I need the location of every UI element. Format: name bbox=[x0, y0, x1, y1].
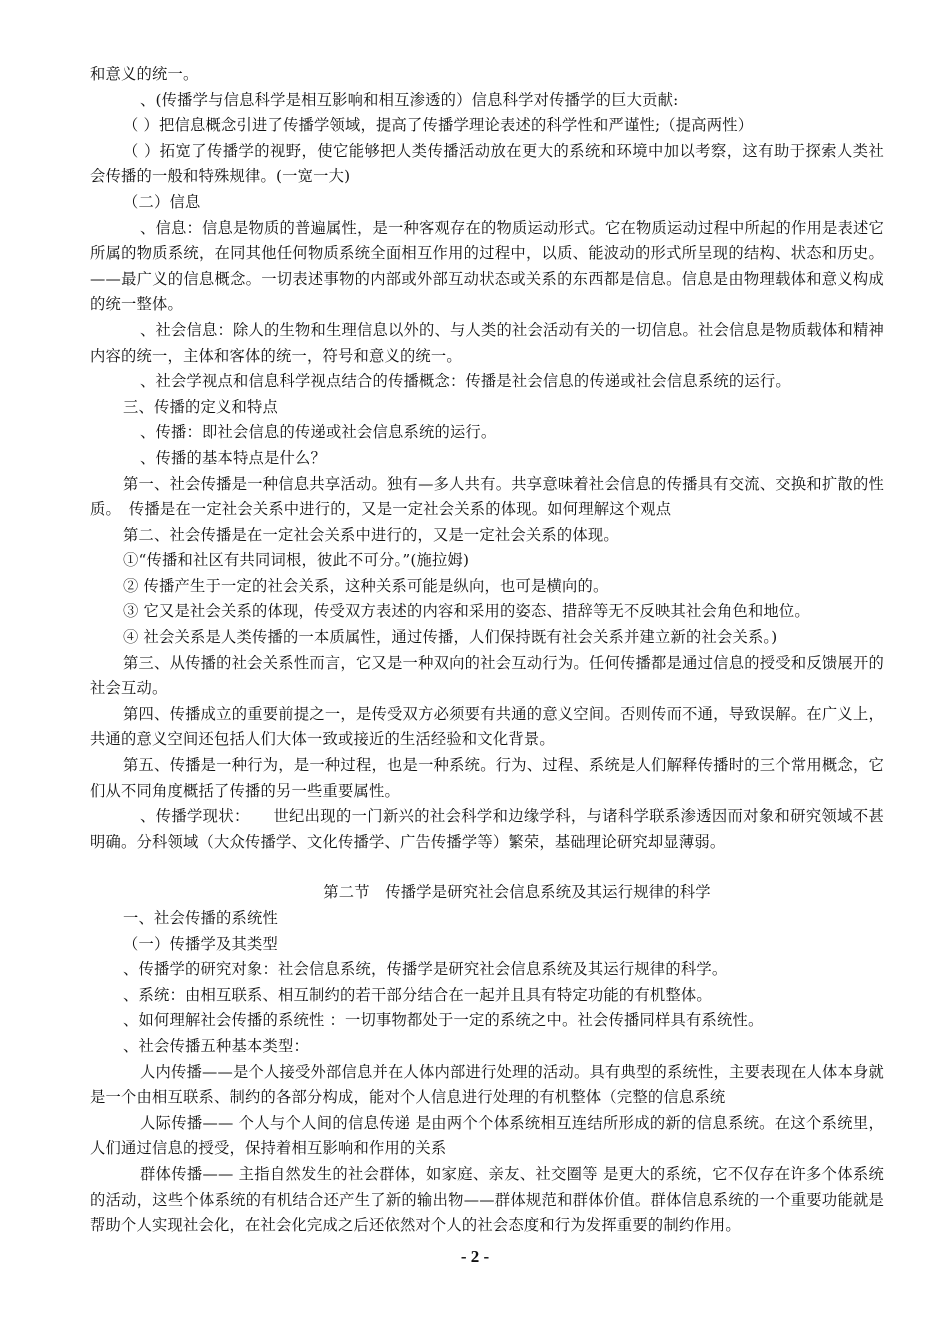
section-gap bbox=[90, 855, 884, 880]
text-paragraph: 第一、社会传播是一种信息共享活动。独有—多人共有。共享意味着社会信息的传播具有交流、交换和扩散的性质。 传播是在一定社会关系中进行的，又是一定社会关系的体现。如何理解这个观点 bbox=[90, 474, 884, 519]
text-line: 、如何理解社会传播的系统性 ：一切事物都处于一定的系统之中。社会传播同样具有系统性。 bbox=[123, 1011, 764, 1030]
text-line: 、系统：由相互联系、相互制约的若干部分结合在一起并且具有特定功能的有机整体。 bbox=[123, 985, 712, 1004]
text-line: 、社会学视点和信息科学视点结合的传播概念：传播是社会信息的传递或社会信息系统的运行。 bbox=[140, 372, 791, 391]
text-paragraph: 群体传播—— 主指自然发生的社会群体，如家庭、亲友、社交圈等 是更大的系统，它不仅存在许多个体系统的活动，这些个体系统的有机结合还产生了新的输出物——群体规范和群体价值。群体信息系统的一个重要功能就是帮助个人实现社会化，在社会化完成之后还依然对个人的社会态度和行为发挥重要的制约作用。 bbox=[90, 1164, 884, 1235]
text-line: （ ）拓宽了传播学的视野，使它能够把人类传播活动放在更大的系统和环境中加以考察，这有助于探索人类社会传播的一般和特殊规律。(一宽一大) bbox=[90, 141, 884, 186]
subheading: （二）信息 bbox=[123, 192, 201, 211]
subheading: （一）传播学及其类型 bbox=[123, 934, 278, 953]
text-line: 、传播的基本特点是什么？ bbox=[140, 448, 326, 467]
text-line: 、(传播学与信息科学是相互影响和相互渗透的）信息科学对传播学的巨大贡献: bbox=[140, 90, 679, 109]
page-number: - 2 - bbox=[460, 1247, 490, 1266]
section-title: 第二节 传播学是研究社会信息系统及其运行规律的科学 bbox=[323, 883, 711, 902]
text-paragraph: 第四、传播成立的重要前提之一，是传受双方必须要有共通的意义空间。否则传而不通，导致误解。在广义上，共通的意义空间还包括人们大体一致或接近的生活经验和文化背景。 bbox=[90, 704, 884, 749]
subheading: 三、传播的定义和特点 bbox=[123, 397, 278, 416]
text-line: 和意义的统一。 bbox=[90, 65, 199, 83]
text-line: 第二、社会传播是在一定社会关系中进行的，又是一定社会关系的体现。 bbox=[123, 525, 619, 544]
text-paragraph: 、社会信息：除人的生物和生理信息以外的、与人类的社会活动有关的一切信息。社会信息是物质载体和精神内容的统一，主体和客体的统一，符号和意义的统一。 bbox=[90, 320, 884, 365]
text-line: （ ）把信息概念引进了传播学领域，提高了传播学理论表述的科学性和严谨性;（提高两性） bbox=[123, 116, 754, 135]
text-line: 、传播：即社会信息的传递或社会信息系统的运行。 bbox=[140, 423, 497, 442]
text-paragraph: 人际传播—— 个人与个人间的信息传递 是由两个个体系统相互连结所形成的新的信息系统。在这个系统里，人们通过信息的授受，保持着相互影响和作用的关系 bbox=[90, 1113, 884, 1158]
text-line: 、传播学的研究对象：社会信息系统，传播学是研究社会信息系统及其运行规律的科学。 bbox=[123, 960, 728, 979]
list-item: ③ 它又是社会关系的体现，传受双方表述的内容和采用的姿态、措辞等无不反映其社会角色和地位。 bbox=[123, 602, 810, 621]
text-paragraph: 人内传播——是个人接受外部信息并在人体内部进行处理的活动。具有典型的系统性，主要表现在人体本身就是一个由相互联系、制约的各部分构成，能对个人信息进行处理的有机整体（完整的信息系统 bbox=[90, 1062, 884, 1107]
list-item: ①“传播和社区有共同词根，彼此不可分。”(施拉姆) bbox=[123, 551, 470, 570]
list-item: ④ 社会关系是人类传播的一本质属性，通过传播，人们保持既有社会关系并建立新的社会关系。) bbox=[123, 628, 778, 647]
text-paragraph: 、信息：信息是物质的普遍属性，是一种客观存在的物质运动形式。它在物质运动过程中所起的作用是表述它所属的物质系统，在同其他任何物质系统全面相互作用的过程中，以质、能波动的形式所呈现的结构、状态和历史。——最广义的信息概念。一切表述事物的内部或外部互动状态或关系的东西都是信息。信息是由物理载体和意义构成的统一整体。 bbox=[90, 218, 884, 314]
text-paragraph: 第三、从传播的社会关系性而言，它又是一种双向的社会互动行为。任何传播都是通过信息的授受和反馈展开的社会互动。 bbox=[90, 653, 884, 698]
subheading: 一、社会传播的系统性 bbox=[123, 909, 278, 927]
text-line: 、社会传播五种基本类型： bbox=[123, 1036, 309, 1055]
text-paragraph: 、传播学现状： 世纪出现的一门新兴的社会科学和边缘学科，与诸科学联系渗透因而对象和研究领域不甚明确。分科领域（大众传播学、文化传播学、广告传播学等）繁荣，基础理论研究却显薄弱。 bbox=[90, 807, 884, 851]
text-paragraph: 第五、传播是一种行为，是一种过程，也是一种系统。行为、过程、系统是人们解释传播时的三个常用概念，它们从不同角度概括了传播的另一些重要属性。 bbox=[90, 756, 884, 800]
list-item: ② 传播产生于一定的社会关系，这种关系可能是纵向，也可是横向的。 bbox=[123, 576, 609, 595]
